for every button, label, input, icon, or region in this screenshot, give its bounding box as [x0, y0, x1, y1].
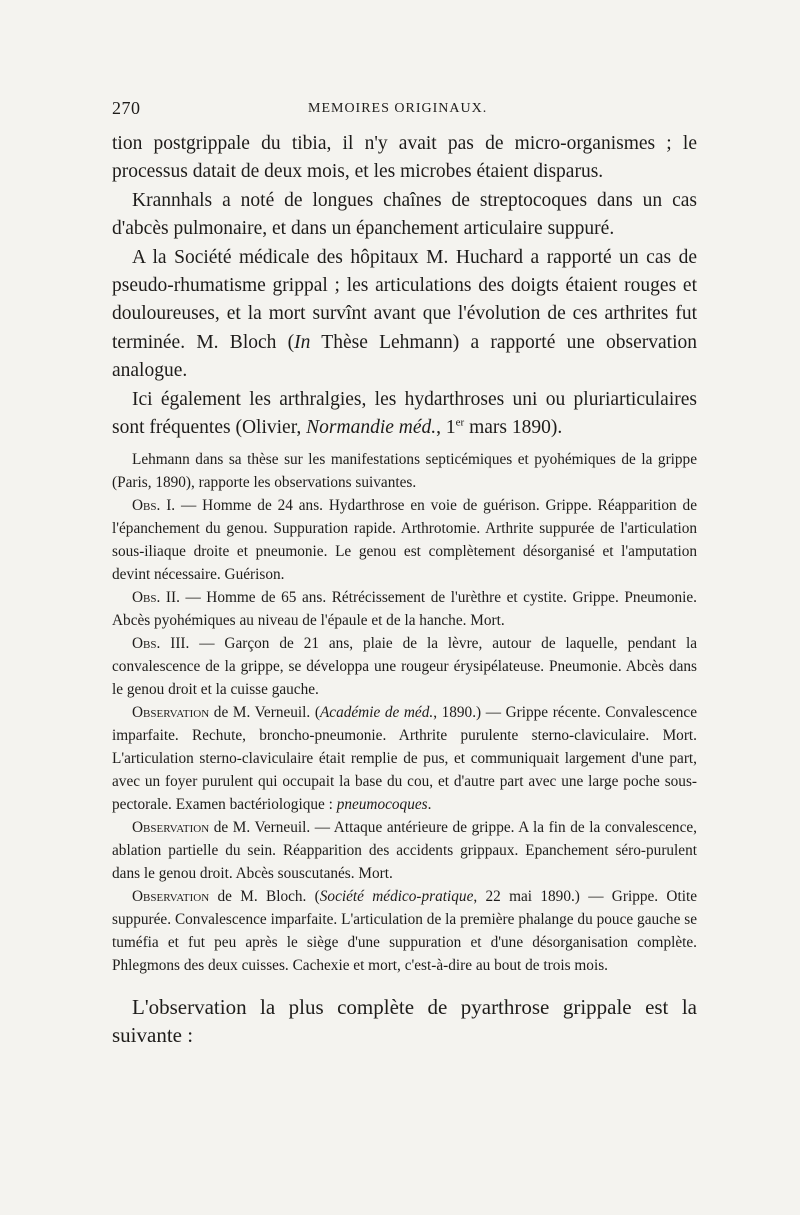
observation-label: Observation	[132, 888, 210, 906]
running-head	[112, 98, 697, 124]
text-run: — Homme de 24 ans. Hydarthrose en voie de guérison. Grippe. Réapparition de l'épanchement du genou. Suppuration rapide. Arthrotomie. Arthrite suppurée de l'articulation sous-iliaque droite et pneumonie. Le genou est complètement désorganisé et l'amputation devint nécessaire. Guérison.	[112, 497, 697, 584]
text-run: — Homme de 65 ans. Rétrécissement de l'urèthre et cystite. Grippe. Pneumonie. Abcès pyohémiques au niveau de l'épaule et de la hanche. Mort.	[112, 589, 697, 630]
large-text-block	[112, 130, 697, 442]
paragraph-huchard	[112, 244, 697, 386]
italic-run: Académie de méd.	[319, 704, 434, 722]
text-run: de M. Verneuil. (	[209, 704, 320, 722]
text-run: , 1890.) — Grippe récente. Convalescence imparfaite. Rechute, broncho-pneumonie. Arthrite purulente sterno-claviculaire. Mort. L'articulation sterno-claviculaire était remplie de pus, et communiquait largement d'une part, avec un foyer purulent qui occupait la base du cou, et d'autre part avec une large poche sous-pectorale. Examen bactériologique :	[112, 704, 698, 814]
italic-run: pneumocoques	[336, 796, 428, 814]
observation-label: Obs. II.	[132, 589, 180, 607]
text-run: .	[427, 796, 432, 814]
small-text-block	[112, 448, 697, 977]
observation-label: Observation	[132, 704, 210, 722]
text-run: Ici également les arthralgies, les hydarthroses uni ou pluriarticulaires sont fréquentes (Olivier,	[112, 388, 697, 439]
text-run: de M. Bloch. (	[209, 888, 320, 906]
observation-verneuil-2	[112, 816, 697, 885]
superscript: er	[455, 416, 465, 429]
text-run: — Garçon de 21 ans, plaie de la lèvre, autour de laquelle, pendant la convalescence de la grippe, se développa une rougeur érysipélateuse. Pneumonie. Abcès dans le genou droit et la cuisse gauche.	[112, 635, 698, 699]
text-run: A la Société médicale des hôpitaux M. Huchard a rapporté un cas de pseudo-rhumatisme grippal ; les articulations des doigts étaient rouges et douloureuses, et la mort survînt avant que l'évolution de ces arthrites fut terminée. M. Bloch (	[112, 246, 697, 353]
observation-2	[112, 586, 697, 632]
paragraph-krannhals: Krannhals a noté de longues chaînes de streptocoques dans un cas d'abcès pulmonaire, et dans un épanchement articulaire suppuré.	[112, 189, 697, 240]
observation-1	[112, 494, 697, 586]
observation-bloch	[112, 885, 697, 977]
italic-run: In	[294, 331, 311, 353]
text-run: mars 1890).	[464, 417, 563, 439]
closing-paragraph: L'observation la plus complète de pyarthrose grippale est la suivante :	[112, 995, 697, 1048]
italic-run: Société médico-pratique	[319, 888, 474, 906]
paragraph-arthralgies	[112, 386, 697, 443]
body-text	[112, 130, 697, 1049]
observation-label: Obs. I.	[132, 497, 176, 515]
italic-run: Normandie méd.	[306, 417, 437, 439]
observation-label: Obs. III.	[132, 635, 190, 653]
running-title: MEMOIRES ORIGINAUX.	[308, 101, 488, 116]
text-run: , 22 mai 1890.) — Grippe. Otite suppurée. Convalescence imparfaite. L'articulation de la première phalange du pouce gauche se tuméfia et fut peu après le siège d'une suppuration et d'une désorganisation complète. Phlegmons des deux cuisses. Cachexie et mort, c'est-à-dire au bout de trois mois.	[112, 888, 698, 975]
paragraph-lehmann: Lehmann dans sa thèse sur les manifestations septicémiques et pyohémiques de la grippe (Paris, 1890), rapporte les observations suivantes.	[112, 451, 697, 492]
page-number: 270	[112, 98, 141, 118]
observation-3	[112, 632, 697, 701]
observation-label: Observation	[132, 819, 210, 837]
closing-block	[112, 993, 697, 1049]
paragraph-continuation: tion postgrippale du tibia, il n'y avait pas de micro-organismes ; le processus datait de deux mois, et les microbes étaient disparus.	[112, 133, 697, 183]
text-run: Thèse Lehmann) a rapporté une observation analogue.	[112, 331, 698, 382]
text-run: de M. Verneuil. — Attaque antérieure de grippe. A la fin de la convalescence, ablation partielle du sein. Réapparition des accidents grippaux. Epanchement séro-purulent dans le genou droit. Abcès souscutanés. Mort.	[112, 819, 697, 883]
text-run: , 1	[436, 417, 456, 439]
observation-verneuil-1	[112, 701, 697, 816]
